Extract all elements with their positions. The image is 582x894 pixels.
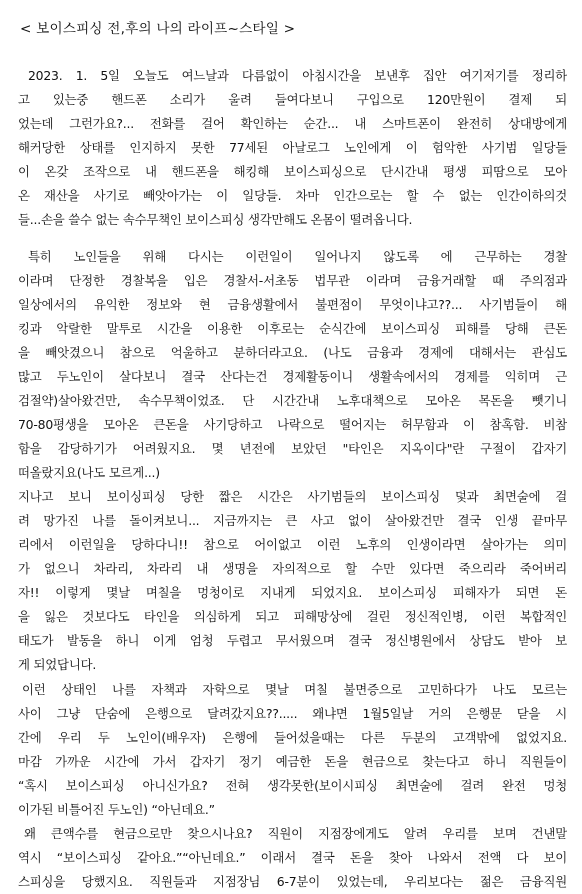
paragraph-line: 리에서 이런일을 당하다니!! 참으로 어이없고 이런 노후의 인생이라면 살아가는 의미 xyxy=(18,537,567,552)
paragraph-line: 마감 가까운 시간에 가서 갑자기 정기 예금한 돈을 현금으로 찾는다고 하니 직원들이 xyxy=(18,754,567,769)
paragraph-line: 킹과 악랄한 말투로 시간을 이용한 이후로는 순식간에 보이스피싱 피해를 당해 큰돈 xyxy=(18,321,567,336)
paragraph-line: 게 되었답니다. xyxy=(18,657,97,672)
paragraph-line: 이라며 단정한 경찰복을 입은 경찰서-서초동 법무관 이라며 금융거래할 때 주의점과 xyxy=(18,273,567,288)
paragraph-line: 을 잃은 것보다도 타인을 의심하게 되고 피해망상에 걸린 정신적인병, 이런 복합적인 xyxy=(18,609,567,624)
paragraph-line: 을 빼앗겼으니 참으로 억울하고 분하더라고요. (나도 금융과 경제에 대해서는 관심도 xyxy=(18,345,567,360)
paragraph-line: 역시 “보이스피싱 같아요.”“아닌데요.” 이래서 결국 돈을 찾아 나와서 전액 다 보이 xyxy=(18,850,567,865)
paragraph-line: 지나고 보니 보이싱피싱 당한 짧은 시간은 사기범들의 보이스피싱 덫과 최면술에 걸 xyxy=(18,489,567,504)
paragraph-line: 스피싱을 당했지요. 직원들과 지점장님 6-7분이 있었는데, 우리보다는 젊은 금융직원 xyxy=(18,874,567,889)
paragraph-line: 많고 두노인이 살다보니 결국 산다는건 경제활동이니 생활속에서의 경제를 익히며 근 xyxy=(18,369,567,384)
paragraph-line: 떠올랐지요(나도 모르게...) xyxy=(18,465,160,480)
paragraph-line: 었는데 그런가요?... 전화를 걸어 확인하는 순간... 내 스마트폰이 완전히 상대방에게 xyxy=(18,116,567,131)
paragraph-line: 들...손을 쓸수 없는 속수무책인 보이스피싱 생각만해도 온몸이 떨려옵니다. xyxy=(18,212,413,227)
paragraph-line: 사이 그냥 단숨에 은행으로 달려갔지요??..... 왜냐면 1월5일날 거의 은행문 닫을 시 xyxy=(18,706,567,721)
paragraph-line: 2023. 1. 5일 오늘도 여느날과 다름없이 아침시간을 보낸후 집안 여기저기를 정리하 xyxy=(28,68,567,83)
paragraph-line: 함을 감당하기가 어려웠지요. 몇 년전에 보았던 "타인은 지옥이다"란 구절이 갑자기 xyxy=(18,441,567,456)
paragraph-line: 왜 큰액수를 현금으로만 찾으시나요? 직원이 지점장에게도 알려 우리를 보며 건낸말 xyxy=(24,826,567,841)
paragraph-line: 간에 우리 두 노인이(배우자) 은행에 들어섰을때는 다른 두분의 고객밖에 없었지요. xyxy=(18,730,567,745)
paragraph-line: 려 망가진 나를 돌이켜보니... 지금까지는 큰 사고 없이 살아왔건만 결국 인생 끝마무 xyxy=(18,513,567,528)
paragraph-line: 온 재산을 사기로 빼앗아가는 이 일당들. 차마 인간으로는 할 수 없는 인간이하의것 xyxy=(18,188,567,203)
paragraph-line: 일상에서의 유익한 정보와 현 금융생활에서 불편점이 무엇이냐고??... 사기범들이 해 xyxy=(18,297,567,312)
paragraph-line: 이 온갖 조작으로 내 핸드폰을 해킹해 보이스피싱으로 단시간내 평생 피땀으로 모아 xyxy=(18,164,567,179)
paragraph-line: 가 없으니 차라리, 차라리 내 생명을 자의적으로 할 수만 있다면 죽으리라 죽어버리 xyxy=(18,561,567,576)
page-title: < 보이스피싱 전,후의 나의 라이프~스타일 > xyxy=(20,21,296,37)
paragraph-line: 특히 노인들을 위해 다시는 이런일이 일어나지 않도록 에 근무하는 경찰 xyxy=(28,249,567,264)
paragraph-line: “혹시 보이스피싱 아니신가요? 전혀 생각못한(보이시피싱 최면술에 걸려 완전 멍청 xyxy=(18,778,567,793)
paragraph-line: 고 있는중 핸드폰 소리가 울려 들여다보니 구입으로 120만원이 결제 되 xyxy=(18,92,567,107)
paragraph-line: 태도가 발동을 하니 이게 엄청 두렵고 무서웠으며 결국 정신병원에서 상담도 받아 보 xyxy=(18,633,567,648)
paragraph-line: 이가된 비틀어진 두노인) “아닌데요.” xyxy=(18,802,215,817)
paragraph-line: 자!! 이렇게 몇날 며칠을 멍청이로 지내게 되었지요. 보이스피싱 피해자가 되면 돈 xyxy=(18,585,567,600)
paragraph-line: 이런 상태인 나를 자책과 자학으로 몇날 며칠 불면증으로 고민하다가 나도 모르는 xyxy=(22,682,567,697)
paragraph-line: 검절약)살아왔건만, 속수무책이었죠. 단 시간간내 노후대책으로 모아온 목돈을 뺏기니 xyxy=(18,393,567,408)
paragraph-line: 70-80평생을 모아온 큰돈을 사기당하고 나락으로 떨어지는 허무함과 이 참혹함. 비참 xyxy=(18,417,567,432)
paragraph-line: 해커당한 상태를 인지하지 못한 77세된 아날로그 노인에게 이 험악한 사기범 일당들 xyxy=(18,140,567,155)
